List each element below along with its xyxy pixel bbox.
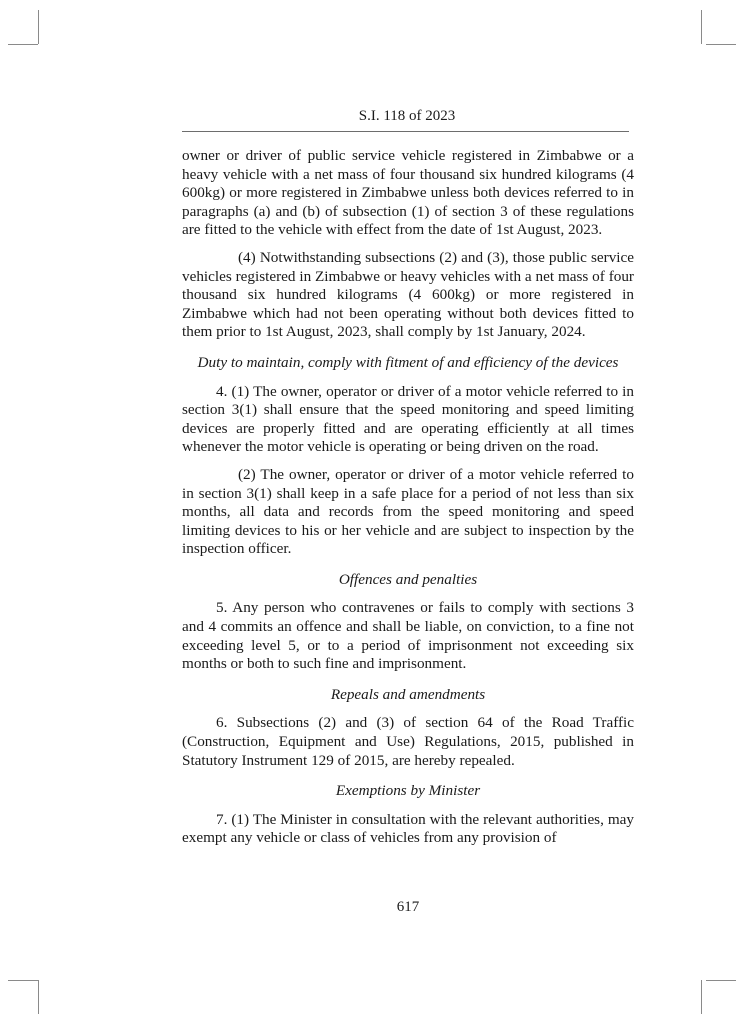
paragraph-continuation: owner or driver of public service vehicle registered in Zimbabwe or a heavy vehicle with a net mass of four thousand six hundred kilograms (4 600kg) or more registered in Zimbabwe unless both devices referred to in paragraphs (a) and (b) of subsection (1) of section 3 of these regulations are fitted to the vehicle with effect from the date of 1st August, 2023. [182,147,634,239]
section-heading-exemptions: Exemptions by Minister [335,782,481,800]
section-heading-offences: Offences and penalties [338,570,478,588]
paragraph-section-5: 5. Any person who contravenes or fails to comply with sections 3 and 4 commits an offence and shall be liable, on conviction, to a fine not exceeding level 5, or to a period of imprisonment not exceeding six months or both to such fine and imprisonment. [182,599,634,673]
crop-mark-top-left-vertical [38,10,39,44]
paragraph-subsection-4: (4) Notwithstanding subsections (2) and (3), those public service vehicles registered in Zimbabwe or heavy vehicles with a net mass of four thousand six hundred kilograms (4 600kg) or more registered in Zimbabwe which had not been operating without both devices fitted to them prior to 1st August, 2023, shall comply by 1st January, 2024. [182,248,634,341]
running-header: S.I. 118 of 2023 [358,108,456,124]
crop-mark-bottom-left-vertical [38,980,39,1014]
document-body [182,147,634,857]
paragraph-section-4-2: (2) The owner, operator or driver of a motor vehicle referred to in section 3(1) shall keep in a safe place for a period of not less than six months, all data and records from the speed monitoring and speed limiting devices to his or her vehicle and are subject to inspection by the inspection officer. [182,465,634,558]
crop-mark-top-left-horizontal [8,44,38,45]
paragraph-section-4-1: 4. (1) The owner, operator or driver of a motor vehicle referred to in section 3(1) shall ensure that the speed monitoring and speed limiting devices are properly fitted and are operating efficiently at all times whenever the motor vehicle is operating or being driven on the road. [182,382,634,456]
crop-mark-bottom-right-horizontal [706,980,736,981]
crop-mark-top-right-horizontal [706,44,736,45]
crop-mark-bottom-left-horizontal [8,980,38,981]
section-heading-duty-to-maintain: Duty to maintain, comply with fitment of and efficiency of the devices [197,353,619,371]
crop-mark-top-right-vertical [701,10,702,44]
header-rule [182,131,629,132]
paragraph-section-7-1: 7. (1) The Minister in consultation with the relevant authorities, may exempt any vehicle or class of vehicles from any provision of [182,810,634,847]
paragraph-section-6: 6. Subsections (2) and (3) of section 64 of the Road Traffic (Construction, Equipment and Use) Regulations, 2015, published in Statutory Instrument 129 of 2015, are hereby repealed. [182,714,634,769]
section-heading-repeals: Repeals and amendments [330,685,486,703]
page-number: 617 [396,899,420,915]
crop-mark-bottom-right-vertical [701,980,702,1014]
